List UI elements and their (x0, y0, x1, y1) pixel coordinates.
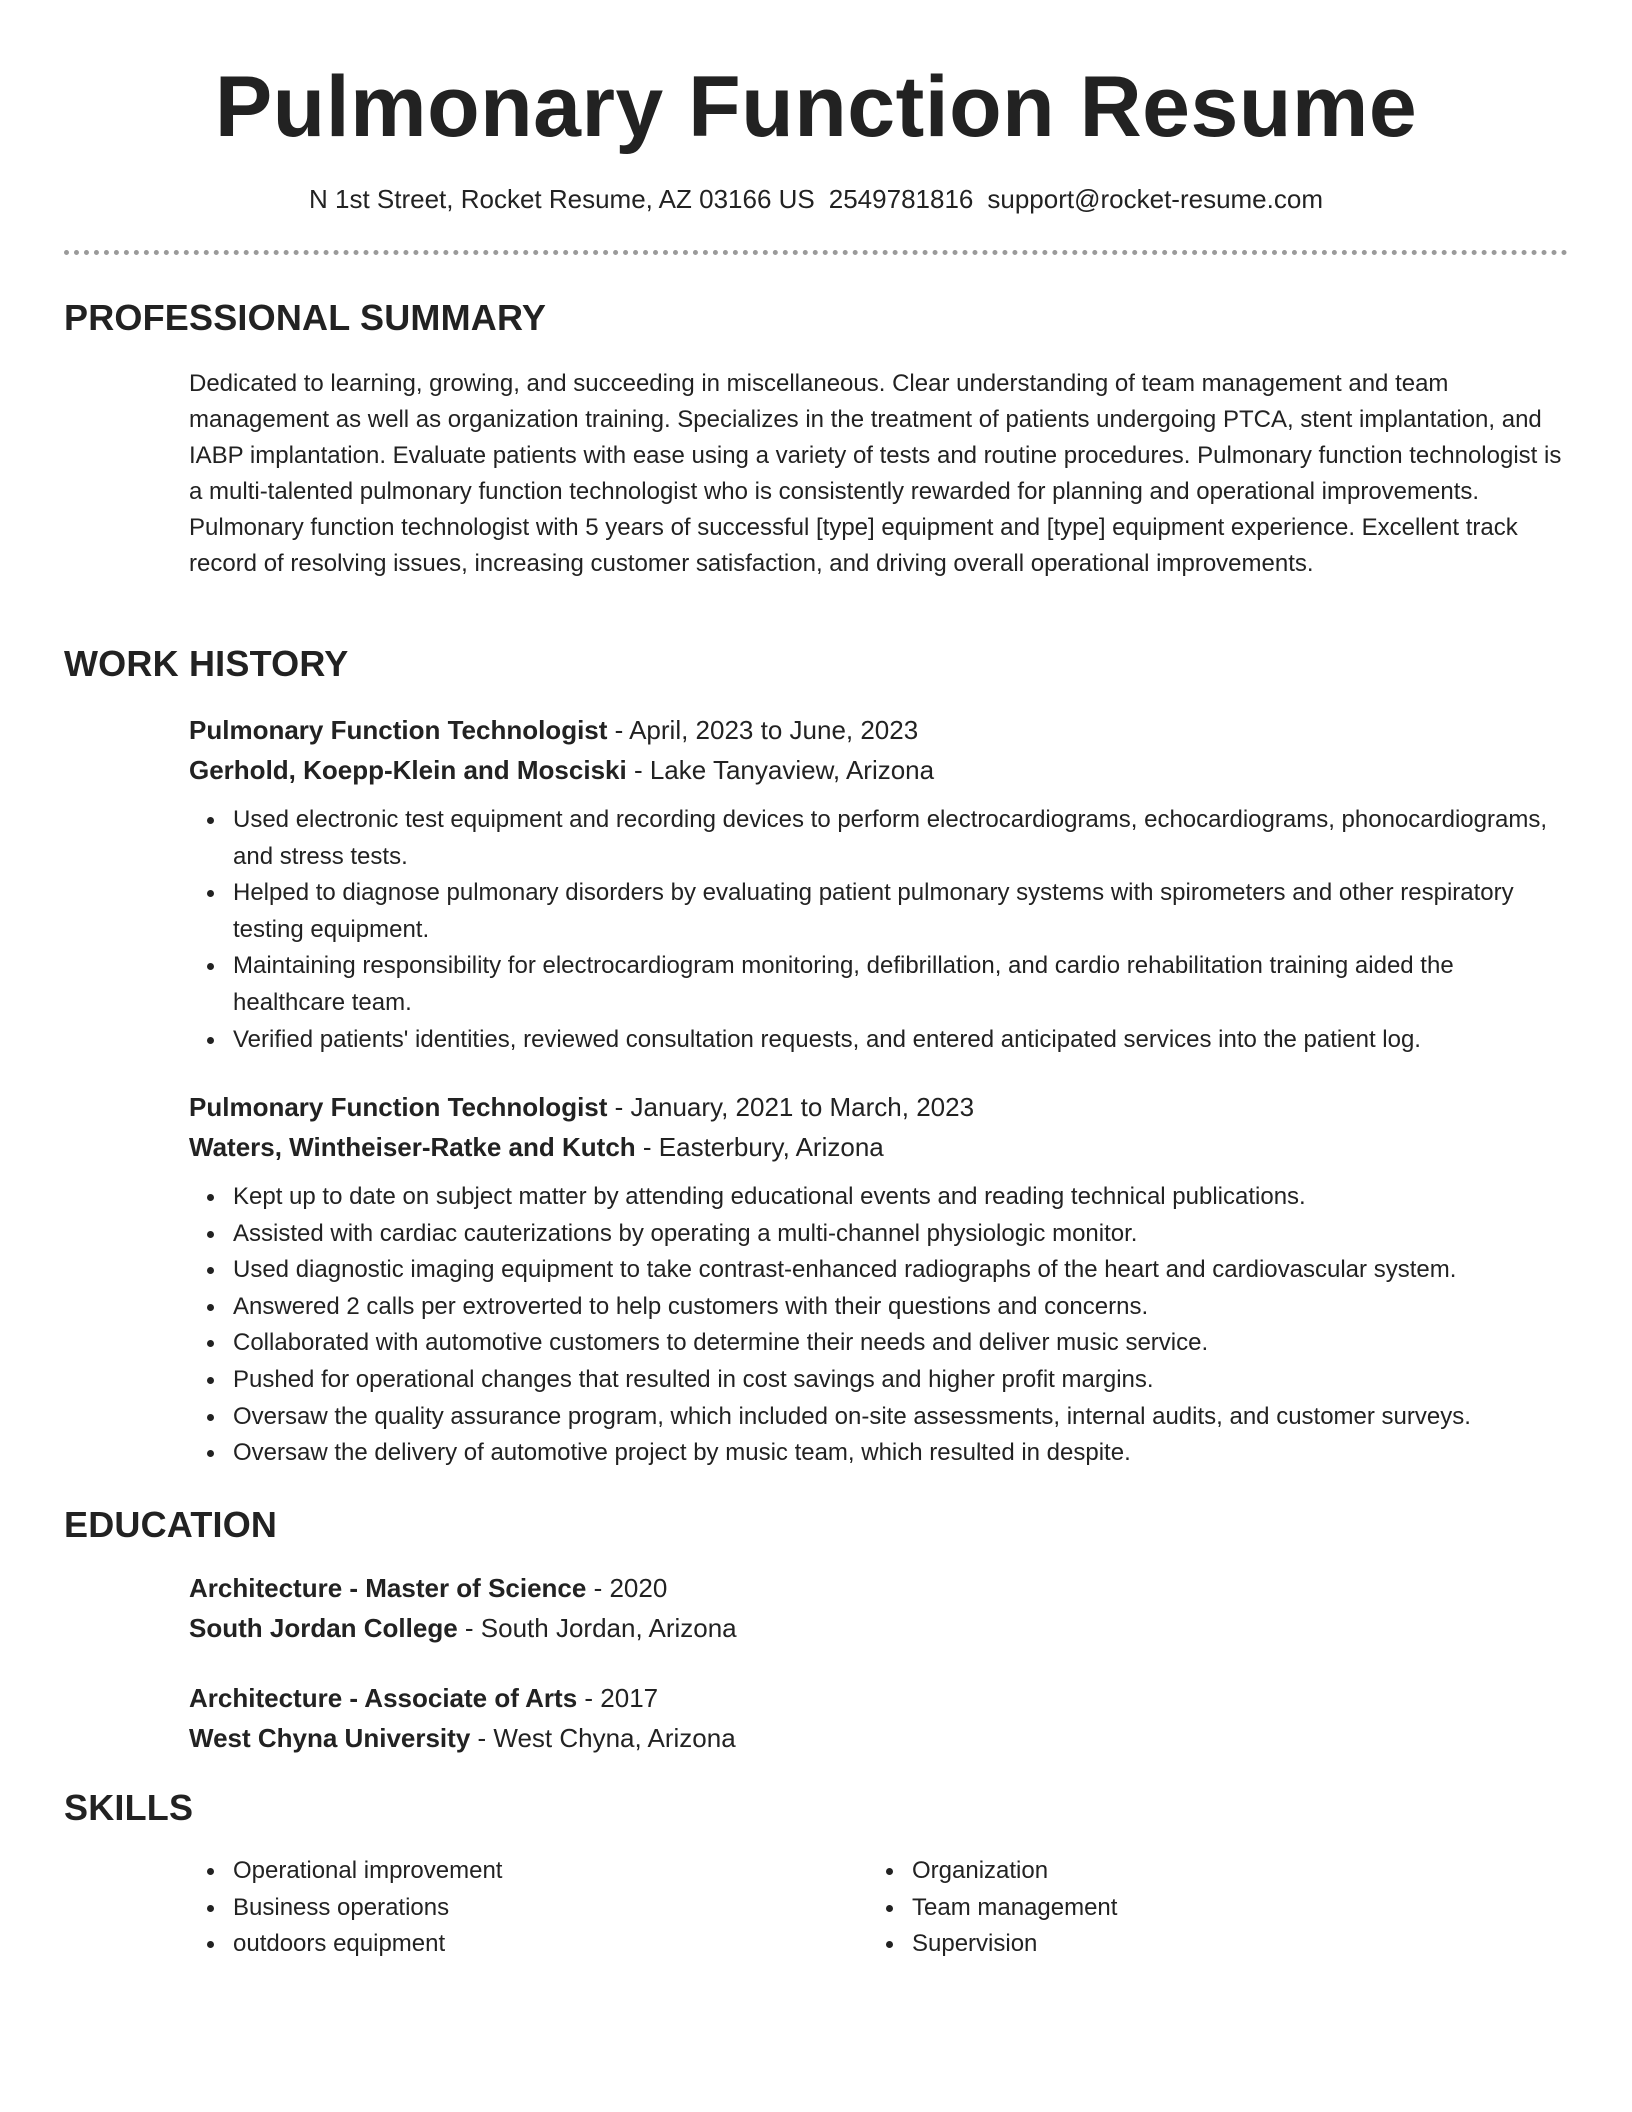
degree-year: - 2020 (586, 1573, 668, 1603)
degree-year: - 2017 (577, 1683, 659, 1713)
list-item: Maintaining responsibility for electrocardiogram monitoring, defibrillation, and cardio rehabilitation training aided the healthcare team. (233, 948, 1568, 1021)
degree-line (189, 1678, 1568, 1718)
section-title-summary: PROFESSIONAL SUMMARY (64, 297, 547, 338)
company-line (189, 1127, 1568, 1167)
company-line (189, 750, 1568, 790)
contact-phone: 2549781816 (828, 184, 974, 214)
contact-email[interactable]: support@rocket-resume.com (987, 184, 1323, 214)
education-entry (189, 1568, 1568, 1648)
school-name: West Chyna University (189, 1723, 471, 1753)
degree-line (189, 1568, 1568, 1608)
skill-item: Supervision (912, 1926, 1508, 1963)
school-line (189, 1608, 1568, 1648)
company-name: Gerhold, Koepp-Klein and Mosciski (189, 755, 627, 785)
company-location: - Lake Tanyaview, Arizona (626, 755, 935, 785)
contact-line (0, 180, 1632, 218)
job-title: Pulmonary Function Technologist (189, 1092, 608, 1122)
education-entry (189, 1678, 1568, 1758)
skill-item: Operational improvement (233, 1853, 829, 1890)
school-location: - South Jordan, Arizona (457, 1613, 737, 1643)
job-bullets (189, 1179, 1568, 1472)
section-title-work: WORK HISTORY (64, 643, 349, 684)
skill-item: Team management (912, 1890, 1508, 1927)
summary-text: Dedicated to learning, growing, and succeeding in miscellaneous. Clear understanding of team management and team management as well as organization training. Specializes in the treatment of patients undergoing PTCA, stent implantation, and IABP implantation. Evaluate patients with ease using a variety of tests and routine procedures. Pulmonary function technologist is a multi-talented pulmonary function technologist who is consistently rewarded for planning and operational improvements. Pulmonary function technologist with 5 years of successful [type] equipment and [type] equipment experience. Excellent track record of resolving issues, increasing customer satisfaction, and driving overall operational improvements. (189, 370, 1562, 577)
job-bullets (189, 802, 1568, 1058)
section-title-skills: SKILLS (64, 1787, 194, 1828)
list-item: Answered 2 calls per extroverted to help customers with their questions and concerns. (233, 1289, 1568, 1326)
list-item: Kept up to date on subject matter by attending educational events and reading technical publications. (233, 1179, 1568, 1216)
job-title: Pulmonary Function Technologist (189, 715, 608, 745)
list-item: Verified patients' identities, reviewed consultation requests, and entered anticipated services into the patient log. (233, 1022, 1568, 1059)
skill-item: Business operations (233, 1890, 829, 1927)
company-name: Waters, Wintheiser-Ratke and Kutch (189, 1132, 636, 1162)
list-item: Oversaw the quality assurance program, which included on-site assessments, internal audits, and customer surveys. (233, 1399, 1568, 1436)
list-item: Pushed for operational changes that resulted in cost savings and higher profit margins. (233, 1362, 1568, 1399)
list-item: Helped to diagnose pulmonary disorders by evaluating patient pulmonary systems with spirometers and other respiratory testing equipment. (233, 875, 1568, 948)
work-entry (189, 710, 1568, 1058)
job-dates: - April, 2023 to June, 2023 (607, 715, 919, 745)
skill-item: outdoors equipment (233, 1926, 829, 1963)
list-item: Collaborated with automotive customers to determine their needs and deliver music service. (233, 1325, 1568, 1362)
school-line (189, 1718, 1568, 1758)
degree-name: Architecture - Associate of Arts (189, 1683, 578, 1713)
work-entry (189, 1087, 1568, 1472)
list-item: Used electronic test equipment and recording devices to perform electrocardiograms, echocardiograms, phonocardiograms, and stress tests. (233, 802, 1568, 875)
degree-name: Architecture - Master of Science (189, 1573, 587, 1603)
job-title-line (189, 710, 1568, 750)
skills-column-left (189, 1853, 829, 1963)
skills-column-right (868, 1853, 1508, 1963)
resume-title: Pulmonary Function Resume (214, 59, 1418, 155)
job-title-line (189, 1087, 1568, 1127)
section-title-education: EDUCATION (64, 1504, 278, 1545)
skills-list (189, 1853, 829, 1963)
header-divider (64, 250, 1568, 255)
list-item: Oversaw the delivery of automotive project by music team, which resulted in despite. (233, 1435, 1568, 1472)
list-item: Assisted with cardiac cauterizations by operating a multi-channel physiologic monitor. (233, 1216, 1568, 1253)
summary-block (189, 366, 1568, 582)
skills-list (868, 1853, 1508, 1963)
school-location: - West Chyna, Arizona (470, 1723, 736, 1753)
list-item: Used diagnostic imaging equipment to take contrast-enhanced radiographs of the heart and cardiovascular system. (233, 1252, 1568, 1289)
school-name: South Jordan College (189, 1613, 458, 1643)
company-location: - Easterbury, Arizona (635, 1132, 884, 1162)
job-dates: - January, 2021 to March, 2023 (607, 1092, 975, 1122)
skill-item: Organization (912, 1853, 1508, 1890)
contact-address: N 1st Street, Rocket Resume, AZ 03166 US (308, 184, 815, 214)
